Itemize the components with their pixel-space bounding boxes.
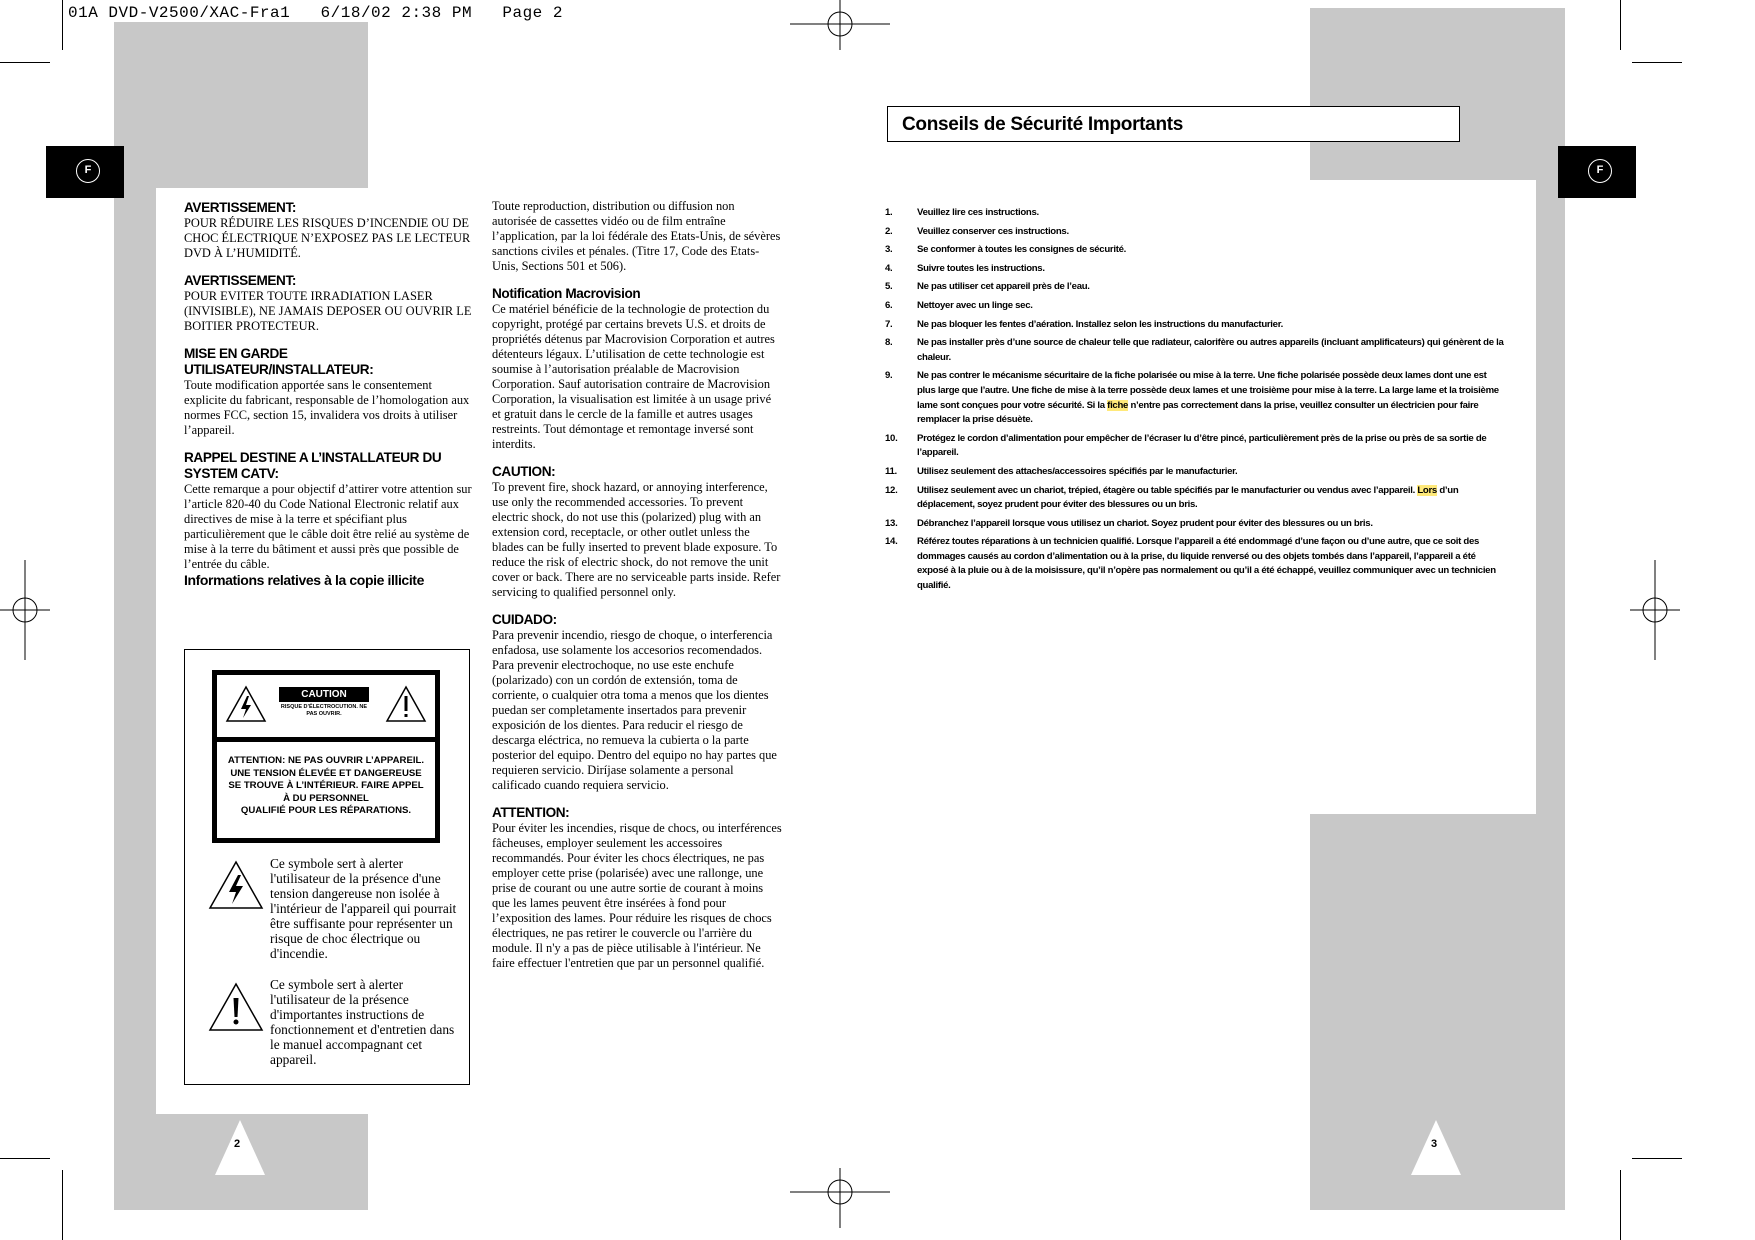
page-number: 2 [234,1138,241,1150]
item-number: 12. [885,484,898,496]
notice-heading: ATTENTION: [492,805,570,820]
item-text: Veuillez conserver ces instructions. [917,225,1069,237]
item-text: Utilisez seulement des attaches/accessoires spécifiés par le manufacturier. [917,465,1238,477]
notice-body: Ce matériel bénéficie de la technologie de protection du copyright, protégé par certains brevets U.S. et droits de propriétés détenus par Macrovision Corporation et autres détenteurs légaux. L’utilisation de cette technologie est soumise à l’autorisation préalable de Macrovision Corporation. Sauf autorisation contraire de Macrovision Corporation, la visualisation est limitée à un usage privé et gratuit dans le cercle de la famille et autres usages restreints. Tout démontage et remontage inversé sont interdits. [492,302,775,451]
item-text: Référez toutes réparations à un technicien qualifié. Lorsque l’appareil a été endommagé d’une façon ou d’une autre, que ce soit des dommages causés au cordon d’alimentation ou à la prise, du liquide renversé ou des objets tombés dans l’appareil, l’appareil a été exposé à la pluie ou à de la moisissure, qu’il n’opère pas normalement ou qu’il a été échappé, veuillez communiquer avec un technicien qualifié. [917,536,1496,592]
list-item [885,517,1505,532]
notice-block [492,464,782,600]
list-item [885,318,1505,333]
item-text: Nettoyer avec un linge sec. [917,299,1033,311]
warning-heading: AVERTISSEMENT: [184,200,296,215]
right-column-notices [492,199,782,971]
item-text: Veuillez lire ces instructions. [917,207,1039,218]
item-text: Ne pas contrer le mécanisme sécuritaire de la fiche polarisée ou mise à la terre. Une fiche polarisée possède deux lames dont une est plus large que l’autre. Une fiche de mise à la terre possède deux lames et une troisième pour mise à la terre. La large lame et la troisième lame sont conçues pour votre sécurité. Si la fiche n’entre pas correctement dans la prise, veuillez consulter un électricien pour faire remplacer la prise désuète. [917,370,1499,426]
notice-heading: CUIDADO: [492,612,557,627]
print-header: 01A DVD-V2500/XAC-Fra1 6/18/02 2:38 PM Page 2 [68,4,563,22]
notice-body: To prevent fire, shock hazard, or annoying interference, use only the recommended accessories. To prevent electric shock, do not use this (polarized) plug with an extension cord, receptacle, or other outlet unless the blades can be fully inserted to prevent blade exposure. To reduce the risk of electric shock, do not remove the unit cover or back. There are no serviceable parts inside. Refer servicing to qualified personnel only. [492,480,781,599]
language-letter: F [1588,159,1612,183]
exclamation-triangle-icon [385,685,427,723]
registration-mark-left [0,560,50,660]
crop-mark [0,1158,50,1159]
caution-risk-text: RISQUE D’ÉLECTROCUTION. NE PAS OUVRIR. [280,704,368,717]
crop-mark [62,1170,63,1240]
item-number: 4. [885,262,893,274]
item-text: Se conformer à toutes les consignes de sécurité. [917,244,1126,256]
notice-body: Pour éviter les incendies, risque de chocs, ou interférences fâcheuses, employer seulement les accessoires recommandés. Pour éviter les chocs électriques, ne pas employer cette prise (polarisée) avec une rallonge, une prise de courant ou une autre sortie de courant à moins que les lames peuvent être insérées à fond pour l’exposition des lames. Pour réduire les risques de chocs électriques, ne pas retirer le couvercle ou l'arrière du module. Il n'y a pas de pièce utilisable à l'intérieur. Ne faire effectuer l'entretien que par un personnel qualifié. [492,821,782,970]
warning-body: POUR EVITER TOUTE IRRADIATION LASER (INVISIBLE), NE JAMAIS DEPOSER OU OUVRIR LE BOITIER PROTECTEUR. [184,289,472,333]
list-item [885,280,1505,295]
notice-heading: CAUTION: [492,464,556,479]
lightning-triangle-icon [208,860,264,910]
item-number: 6. [885,299,893,311]
item-text: Ne pas utiliser cet appareil près de l’eau. [917,281,1090,293]
warning-heading: MISE EN GARDE UTILISATEUR/INSTALLATEUR: [184,346,374,377]
attention-line: SE TROUVE À L’INTÉRIEUR. FAIRE APPEL [228,780,424,792]
warning-body: Cette remarque a pour objectif d’attirer votre attention sur l’article 820-40 du Code National Electronic relatif aux directives de mise à la terre et spécifiant plus particulièrement que le câble doit être relié au système de mise à la terre du bâtiment et aussi près que possible de l’entrée du câble. [184,482,472,571]
list-item [885,206,1505,221]
crop-mark [1632,62,1682,63]
list-item [885,243,1505,258]
caution-label [212,670,440,843]
item-number: 10. [885,432,898,444]
list-item [885,535,1505,593]
notice-block [492,805,782,971]
item-number: 11. [885,465,897,477]
item-number: 5. [885,281,893,293]
warning-block [184,200,474,261]
warning-block [184,450,474,572]
warning-heading: RAPPEL DESTINE A L’INSTALLATEUR DU SYSTEM CATV: [184,450,442,481]
notice-block [492,286,782,452]
crop-mark [1632,1158,1682,1159]
list-item [885,369,1505,427]
item-number: 13. [885,517,898,529]
registration-mark-right [1630,560,1680,660]
language-letter: F [76,159,100,183]
registration-mark-top [790,0,890,50]
item-number: 1. [885,207,893,218]
exclamation-triangle-icon [208,982,264,1032]
warning-body: POUR RÉDUIRE LES RISQUES D’INCENDIE OU DE CHOC ÉLECTRIQUE N’EXPOSEZ PAS LE LECTEUR DVD À L’HUMIDITÉ. [184,216,471,260]
list-item [885,262,1505,277]
warning-block [184,346,474,438]
page-number: 3 [1431,1138,1438,1150]
item-number: 9. [885,370,893,382]
notice-block [492,612,782,793]
registration-mark-bottom [790,1168,890,1228]
caution-bar: CAUTION [279,687,369,702]
item-text: Débranchez l’appareil lorsque vous utilisez un chariot. Soyez prudent pour éviter des blessures ou un bris. [917,517,1373,529]
list-item [885,336,1505,365]
item-text: Protégez le cordon d’alimentation pour empêcher de l’écraser lu d’être pincé, particulièrement près de la prise ou près de sa sortie de l’appareil. [917,432,1487,459]
crop-mark [62,0,63,50]
section-title-box [887,106,1460,142]
list-item [885,465,1505,480]
item-text: Ne pas bloquer les fentes d’aération. Installez selon les instructions du manufacturier. [917,318,1283,330]
list-item [885,484,1505,513]
item-text: Suivre toutes les instructions. [917,262,1045,274]
item-number: 7. [885,318,893,330]
language-tab-left [46,146,124,198]
item-number: 14. [885,536,898,548]
symbol-description: Ce symbole sert à alerter l'utilisateur de la présence d'importantes instructions de fonctionnement et d'entretien dans le manuel accompagnant cet appareil. [270,977,455,1067]
copy-paragraph: Toute reproduction, distribution ou diffusion non autorisée de cassettes vidéo ou de film entraîne l’application, par la loi fédérale des Etats-Unis, de sévères sanctions civiles et pénales. (Titre 17, Code des Etats-Unis, Sections 501 et 506). [492,199,781,273]
list-item [885,299,1505,314]
attention-line: UNE TENSION ÉLEVÉE ET DANGEREUSE [230,767,422,779]
item-text: Utilisez seulement avec un chariot, trépied, étagère ou table spécifiés par le manufacturier ou vendus avec l’appareil. Lors d’un déplacement, soyez prudent pour éviter des blessures ou un bris. [917,484,1459,511]
attention-line: ATTENTION: NE PAS OUVRIR L’APPAREIL. [227,755,425,766]
notice-heading: Notification Macrovision [492,286,641,301]
warning-heading: AVERTISSEMENT: [184,273,296,288]
list-item [885,432,1505,461]
item-number: 3. [885,244,893,256]
symbol-description: Ce symbole sert à alerter l'utilisateur de la présence d'une tension dangereuse non isolée à l'intérieur de l'appareil qui pourrait être suffisante pour représenter un risque de choc électrique ou d'incendie. [270,856,457,961]
item-text: Ne pas installer près d’une source de chaleur telle que radiateur, calorifère ou autres appareils (incluant amplificateurs) qui génèrent de la chaleur. [917,337,1504,363]
list-item [885,225,1505,240]
item-number: 8. [885,337,893,349]
item-number: 2. [885,225,893,237]
caution-label-header [217,675,435,742]
page-title: Conseils de Sécurité Importants [902,114,1184,135]
notice-body: Para prevenir incendio, riesgo de choque, o interferencia enfadosa, use solamente los accesorios recomendados. Para prevenir electrochoque, no use este enchufe (polarizado) con un cordón de extensión, toma de corriente, o cualquier otra toma a menos que los dientes puedan ser completamente insertados para prevenir exposición de los dientes. Para reducir el riesgo de descarga eléctrica, no remueva la cubierta o la parte posterior del equipo. Dentro del equipo no hay partes que requieren servicio. Diríjase solamente a personal calificado cuando requiera servicio. [492,628,777,792]
highlighted-word: Lors [1417,484,1437,496]
crop-mark [1620,1170,1621,1240]
lightning-triangle-icon [225,685,267,723]
crop-mark [0,62,50,63]
crop-mark [1620,0,1621,50]
warning-body: Toute modification apportée sans le consentement explicite du fabricant, responsable de l’homologation aux normes FCC, section 15, invalidera vos droits à utiliser l’appareil. [184,378,470,437]
highlighted-word: fiche [1107,399,1129,411]
caution-attention-text [223,755,429,818]
safety-instructions-list [885,206,1505,598]
attention-line: À DU PERSONNEL [283,792,369,804]
warning-block [184,273,474,334]
language-tab-right [1558,146,1636,198]
left-column-warnings [184,200,474,588]
copy-heading: Informations relatives à la copie illicite [184,572,424,588]
attention-line: QUALIFIÉ POUR LES RÉPARATIONS. [240,805,412,817]
